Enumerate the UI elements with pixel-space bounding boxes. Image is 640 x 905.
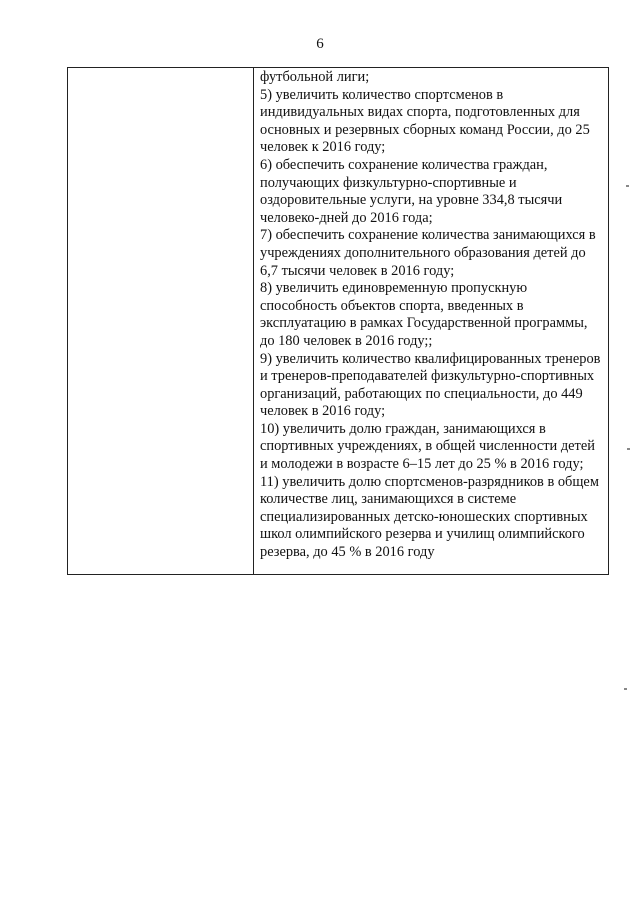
paragraph-item-6: 6) обеспечить сохранение количества граждан, получающих физкультурно-спортивные и оздоровительные услуги, на уровне 334,8 тысячи человеко-дней до 2016 года; (260, 156, 563, 226)
paragraph-item-11: 11) увеличить долю спортсменов-разрядников в общем количестве лиц, занимающихся в системе специализированных детско-юношеских спортивных школ олимпийского резерва и училищ олимпийского резерва, до 45 % в 2016 году (260, 473, 599, 561)
paragraph-item-10: 10) увеличить долю граждан, занимающихся в спортивных учреждениях, в общей численности детей и молодежи в возрасте 6–15 лет до 25 % в 2016 году; (260, 420, 595, 473)
paragraph-continuation: футбольной лиги; (260, 69, 370, 85)
table-left-cell (68, 68, 254, 574)
scan-speck (627, 448, 630, 450)
table-right-cell (254, 68, 608, 574)
page-number: 6 (316, 36, 324, 52)
scan-speck (624, 688, 627, 690)
paragraph-item-7: 7) обеспечить сохранение количества занимающихся в учреждениях дополнительного образования детей до 6,7 тысячи человек в 2016 году; (260, 227, 596, 279)
paragraph-item-9: 9) увеличить количество квалифицированных тренеров и тренеров-преподавателей физкультурно-спортивных организаций, работающих по специальности, до 449 человек в 2016 году; (260, 350, 601, 420)
document-table (67, 67, 609, 575)
paragraph-item-5: 5) увеличить количество спортсменов в индивидуальных видах спорта, подготовленных для основных и резервных сборных команд России, до 25 человек к 2016 году; (260, 86, 590, 156)
paragraph-item-8: 8) увеличить единовременную пропускную способность объектов спорта, введенных в эксплуатацию в рамках Государственной программы, до 180 человек в 2016 году;; (260, 280, 588, 349)
scan-speck (626, 185, 629, 187)
